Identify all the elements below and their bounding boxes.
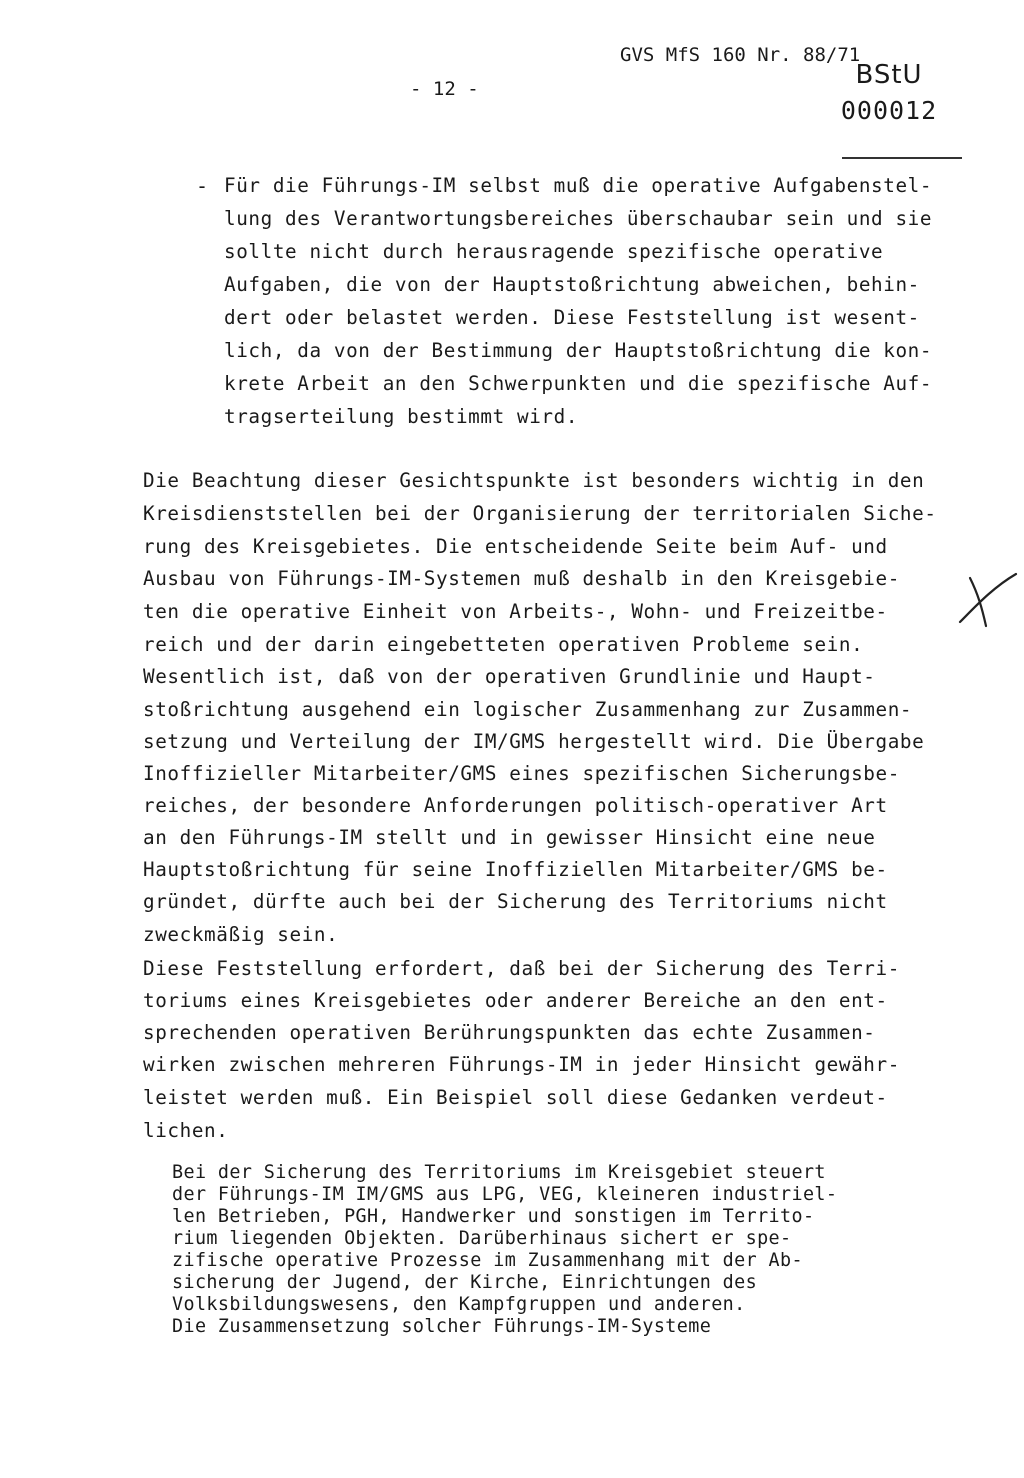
text-line: reiches, der besondere Anforderungen politisch-operativer Art xyxy=(143,794,888,817)
text-line: Die Beachtung dieser Gesichtspunkte ist besonders wichtig in den xyxy=(143,469,925,492)
text-line: Kreisdienststellen bei der Organisierung der territorialen Siche- xyxy=(143,502,937,525)
text-line: sicherung der Jugend, der Kirche, Einrichtungen des xyxy=(172,1272,758,1293)
text-line: setzung und Verteilung der IM/GMS hergestellt wird. Die Übergabe xyxy=(143,730,925,753)
text-line: zweckmäßig sein. xyxy=(143,923,339,946)
text-line: an den Führungs-IM stellt und in gewisser Hinsicht eine neue xyxy=(143,826,876,849)
archive-stamp xyxy=(834,60,944,125)
page-number: - 12 - xyxy=(410,78,479,100)
text-line: Bei der Sicherung des Territoriums im Kreisgebiet steuert xyxy=(172,1162,826,1183)
text-line: stoßrichtung ausgehend ein logischer Zusammenhang zur Zusammen- xyxy=(143,698,913,721)
handwritten-margin-mark xyxy=(956,570,1020,630)
text-line: Ausbau von Führungs-IM-Systemen muß deshalb in den Kreisgebie- xyxy=(143,567,900,590)
text-line: leistet werden muß. Ein Beispiel soll diese Gedanken verdeut- xyxy=(143,1086,888,1109)
text-line: Volksbildungswesens, den Kampfgruppen und anderen. xyxy=(172,1294,746,1315)
text-line: Für die Führungs-IM selbst muß die operative Aufgabenstel- xyxy=(224,174,933,197)
stamp-underline xyxy=(842,157,962,159)
text-line: ten die operative Einheit von Arbeits-, Wohn- und Freizeitbe- xyxy=(143,600,888,623)
text-line: rium liegenden Objekten. Darüberhinaus sichert er spe- xyxy=(172,1228,792,1249)
text-line: gründet, dürfte auch bei der Sicherung des Territoriums nicht xyxy=(143,890,888,913)
stamp-name: BStU xyxy=(855,60,923,90)
text-line: Hauptstoßrichtung für seine Inoffiziellen Mitarbeiter/GMS be- xyxy=(143,858,888,881)
classification-header: GVS MfS 160 Nr. 88/71 xyxy=(620,44,861,66)
text-line: dert oder belastet werden. Diese Feststellung ist wesent- xyxy=(224,306,920,329)
text-line: reich und der darin eingebetteten operativen Probleme sein. xyxy=(143,633,864,656)
stamp-number: 000012 xyxy=(840,96,938,125)
text-line: krete Arbeit an den Schwerpunkten und die spezifische Auf- xyxy=(224,372,933,395)
text-line: Diese Feststellung erfordert, daß bei der Sicherung des Terri- xyxy=(143,957,900,980)
text-line: Die Zusammensetzung solcher Führungs-IM-Systeme xyxy=(172,1316,712,1337)
text-line: lich, da von der Bestimmung der Hauptstoßrichtung die kon- xyxy=(224,339,933,362)
text-line: lichen. xyxy=(143,1119,229,1142)
text-line: wirken zwischen mehreren Führungs-IM in jeder Hinsicht gewähr- xyxy=(143,1053,900,1076)
text-line: zifische operative Prozesse im Zusammenhang mit der Ab- xyxy=(172,1250,803,1271)
bullet-marker: - xyxy=(196,174,209,198)
text-line: Aufgaben, die von der Hauptstoßrichtung abweichen, behin- xyxy=(224,273,920,296)
text-line: rung des Kreisgebietes. Die entscheidende Seite beim Auf- und xyxy=(143,535,888,558)
text-line: der Führungs-IM IM/GMS aus LPG, VEG, kleineren industriel- xyxy=(172,1184,838,1205)
text-line: tragserteilung bestimmt wird. xyxy=(224,405,579,428)
text-line: Wesentlich ist, daß von der operativen Grundlinie und Haupt- xyxy=(143,665,876,688)
text-line: Inoffizieller Mitarbeiter/GMS eines spezifischen Sicherungsbe- xyxy=(143,762,900,785)
text-line: sprechenden operativen Berührungspunkten das echte Zusammen- xyxy=(143,1021,876,1044)
text-line: toriums eines Kreisgebietes oder anderer Bereiche an den ent- xyxy=(143,989,888,1012)
text-line: len Betrieben, PGH, Handwerker und sonstigen im Territo- xyxy=(172,1206,815,1227)
text-line: sollte nicht durch herausragende spezifische operative xyxy=(224,240,884,263)
text-line: lung des Verantwortungsbereiches überschaubar sein und sie xyxy=(224,207,933,230)
